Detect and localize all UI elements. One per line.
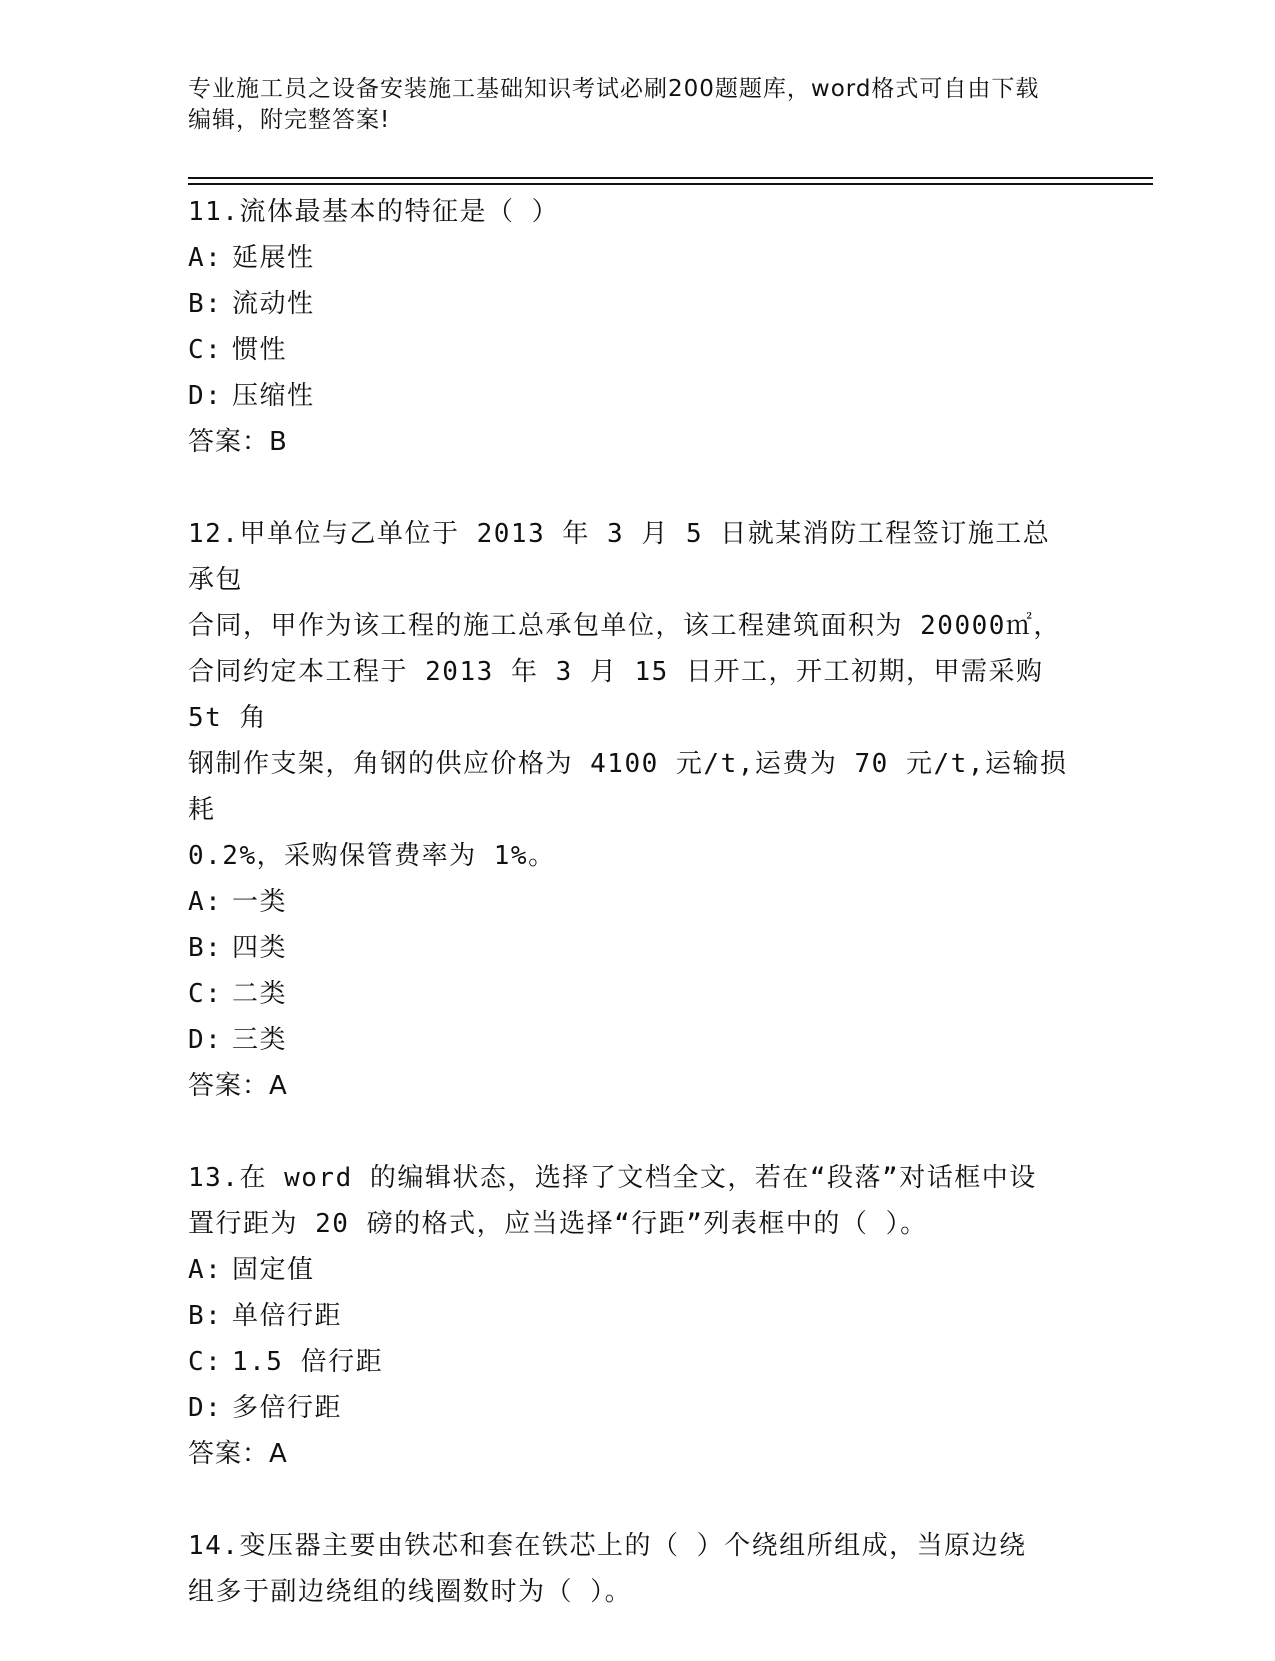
- option-text: 固定值: [232, 1255, 315, 1285]
- question-text-line-4: 钢制作支架，角钢的供应价格为 4100 元/t,运费为 70 元/t,运输损耗: [188, 749, 1068, 825]
- question-12: [188, 511, 1068, 1109]
- option-letter: D:: [188, 381, 223, 411]
- option-d: [188, 1017, 1068, 1063]
- question-text-line: 甲单位与乙单位于 2013 年 3 月 5 日就某消防工程签订施工总承包: [188, 519, 1051, 595]
- option-text: 流动性: [232, 289, 315, 319]
- option-letter: C:: [188, 979, 223, 1009]
- answer-label: 答案：A: [188, 1071, 288, 1101]
- option-c: [188, 327, 1068, 373]
- question-text: [188, 1155, 1068, 1247]
- question-text: [188, 511, 1068, 879]
- option-d: [188, 373, 1068, 419]
- option-b: [188, 925, 1068, 971]
- header-divider-bottom: [188, 183, 1153, 185]
- question-11: [188, 189, 1068, 465]
- option-letter: B:: [188, 289, 223, 319]
- option-text: 惯性: [232, 335, 288, 365]
- option-c: [188, 971, 1068, 1017]
- question-text: [188, 189, 1068, 235]
- option-text: 延展性: [232, 243, 315, 273]
- answer-label: 答案：B: [188, 427, 288, 457]
- option-letter: A:: [188, 1255, 223, 1285]
- question-text: [188, 1523, 1068, 1615]
- option-a: [188, 1247, 1068, 1293]
- option-a: [188, 879, 1068, 925]
- document-header: [188, 74, 1068, 136]
- option-letter: D:: [188, 1025, 223, 1055]
- question-text-line-1: [188, 1155, 1068, 1201]
- option-text: 二类: [232, 979, 288, 1009]
- question-text-line-1: [188, 511, 1068, 603]
- header-title-line-2: 编辑，附完整答案!: [188, 107, 391, 133]
- question-text-line-1: [188, 1523, 1068, 1569]
- question-number: 11.: [188, 197, 240, 227]
- question-text-line-2: 组多于副边绕组的线圈数时为（ ）。: [188, 1577, 633, 1607]
- question-text-line-5: 0.2%，采购保管费率为 1%。: [188, 841, 556, 871]
- header-divider-top: [188, 177, 1153, 179]
- option-letter: A:: [188, 887, 223, 917]
- option-letter: A:: [188, 243, 223, 273]
- question-list: [188, 189, 1068, 1661]
- option-letter: B:: [188, 933, 223, 963]
- answer-label: 答案：A: [188, 1439, 288, 1469]
- option-text: 压缩性: [232, 381, 315, 411]
- option-b: [188, 1293, 1068, 1339]
- option-text: 三类: [232, 1025, 288, 1055]
- header-title-line-1: 专业施工员之设备安装施工基础知识考试必刷200题题库，word格式可自由下载: [188, 76, 1040, 102]
- option-letter: C:: [188, 1347, 223, 1377]
- question-text-line: 变压器主要由铁芯和套在铁芯上的（ ）个绕组所组成，当原边绕: [239, 1531, 1027, 1561]
- question-text-line: 流体最基本的特征是（ ）: [239, 197, 560, 227]
- option-c: [188, 1339, 1068, 1385]
- option-text: 一类: [232, 887, 288, 917]
- question-text-line-2: 置行距为 20 磅的格式，应当选择“行距”列表框中的（ ）。: [188, 1209, 928, 1239]
- question-13: [188, 1155, 1068, 1477]
- question-number: 13.: [188, 1163, 240, 1193]
- option-d: [188, 1385, 1068, 1431]
- question-text-line: 在 word 的编辑状态，选择了文档全文，若在“段落”对话框中设: [239, 1163, 1037, 1193]
- option-b: [188, 281, 1068, 327]
- question-number: 12.: [188, 519, 240, 549]
- question-14: [188, 1523, 1068, 1615]
- option-letter: B:: [188, 1301, 223, 1331]
- question-number: 14.: [188, 1531, 240, 1561]
- option-letter: C:: [188, 335, 223, 365]
- question-text-line-2: 合同，甲作为该工程的施工总承包单位，该工程建筑面积为 20000㎡，: [188, 611, 1061, 641]
- option-text: 四类: [232, 933, 288, 963]
- option-text: 1.5 倍行距: [232, 1347, 384, 1377]
- option-letter: D:: [188, 1393, 223, 1423]
- option-text: 单倍行距: [232, 1301, 343, 1331]
- question-text-line-3: 合同约定本工程于 2013 年 3 月 15 日开工，开工初期，甲需采购 5t 角: [188, 657, 1044, 733]
- option-a: [188, 235, 1068, 281]
- option-text: 多倍行距: [232, 1393, 343, 1423]
